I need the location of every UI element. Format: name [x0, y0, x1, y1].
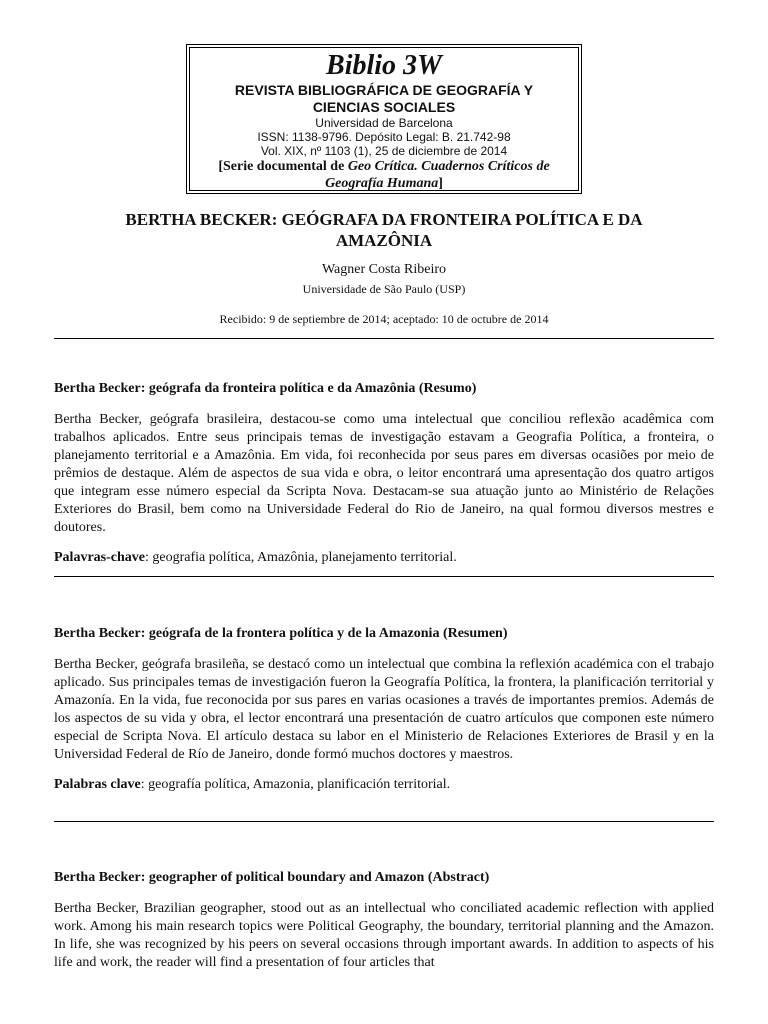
- journal-name: Biblio 3W: [326, 50, 442, 81]
- journal-series: [190, 158, 578, 192]
- keywords-label: Palavras-chave: [54, 550, 145, 565]
- abstract-heading: Bertha Becker: geógrafa de la frontera política y de la Amazonia (Resumen): [54, 626, 508, 641]
- abstract-body: Bertha Becker, Brazilian geographer, stood out as an intellectual who conciliated academic reflection with applied work. Among his main research topics were Political Geography, the boundary, territorial planning and the Amazon. In life, she was recognized by his peers on several occasions through important awards. In addition to aspects of his life and work, the reader will find a presentation of four articles that: [54, 901, 714, 970]
- abstract-body: Bertha Becker, geógrafa brasileira, destacou-se como uma intelectual que conciliou reflexão acadêmica com trabalhos aplicados. Entre seus principais temas de investigação estavam a Geografia Política, a fronteira, o planejamento territorial e a Amazônia. Em vida, foi reconhecida por seus pares em diversas ocasiões por meio de prêmios de destaque. Além de aspectos de sua vida e obra, o leitor encontrará uma apresentação dos quatro artigos que integram esse número especial da Scripta Nova. Destacam-se sua atuação junto ao Ministério de Relações Exteriores do Brasil, bem como na Universidade Federal do Rio de Janeiro, na qual formou diversos mestres e doutores.: [54, 412, 714, 535]
- abstract-portuguese: [54, 380, 714, 567]
- keywords: [54, 549, 714, 567]
- abstract-english: [54, 869, 714, 972]
- journal-masthead: [186, 44, 582, 194]
- divider: [54, 338, 714, 339]
- abstract-body: Bertha Becker, geógrafa brasileña, se destacó como un intelectual que combina la reflexión académica con el trabajo aplicado. Sus principales temas de investigación fueron la Geografía Política, la frontera, la planificación territorial y Amazonía. En la vida, fue reconocida por sus pares en varias ocasiones a través de importantes premios. Además de los aspectos de su vida y obra, el lector encontrará una presentación de cuatro artículos que componen este número especial de Scripta Nova. El artículo destaca su labor en el Ministerio de Relaciones Exteriores de Brasil y en la Universidad Federal de Río de Janeiro, donde formó muchos doctores y maestros.: [54, 657, 714, 762]
- journal-volume: Vol. XIX, nº 1103 (1), 25 de diciembre de 2014: [260, 144, 508, 158]
- author-affiliation: Universidade de São Paulo (USP): [302, 282, 466, 296]
- series-prefix: [Serie documental de: [218, 159, 348, 174]
- article-author: Wagner Costa Ribeiro: [321, 262, 447, 277]
- article-title: BERTHA BECKER: GEÓGRAFA DA FRONTEIRA POLÍTICA E DA AMAZÔNIA: [125, 210, 643, 250]
- abstract-heading: Bertha Becker: geographer of political boundary and Amazon (Abstract): [54, 870, 490, 885]
- series-suffix: ]: [438, 176, 443, 191]
- divider: [54, 821, 714, 822]
- abstract-heading: Bertha Becker: geógrafa da fronteira política e da Amazônia (Resumo): [54, 381, 477, 396]
- journal-subtitle-line1: REVISTA BIBLIOGRÁFICA DE GEOGRAFÍA Y: [234, 82, 534, 98]
- journal-university: Universidad de Barcelona: [315, 116, 453, 130]
- keywords: [54, 776, 714, 794]
- journal-subtitle-line2: CIENCIAS SOCIALES: [312, 99, 456, 115]
- keywords-label: Palabras clave: [54, 777, 141, 792]
- keywords-text: : geografia política, Amazônia, planejamento territorial.: [144, 550, 457, 565]
- keywords-text: : geografía política, Amazonia, planificación territorial.: [140, 777, 451, 792]
- divider: [54, 576, 714, 577]
- submission-dates: Recibido: 9 de septiembre de 2014; aceptado: 10 de octubre de 2014: [219, 312, 549, 326]
- journal-issn: ISSN: 1138-9796. Depósito Legal: B. 21.742-98: [257, 130, 511, 144]
- abstract-spanish: [54, 625, 714, 794]
- series-italic: Geo Crítica. Cuadernos Críticos de Geografía Humana: [325, 159, 550, 191]
- masthead-inner-frame: [189, 47, 579, 191]
